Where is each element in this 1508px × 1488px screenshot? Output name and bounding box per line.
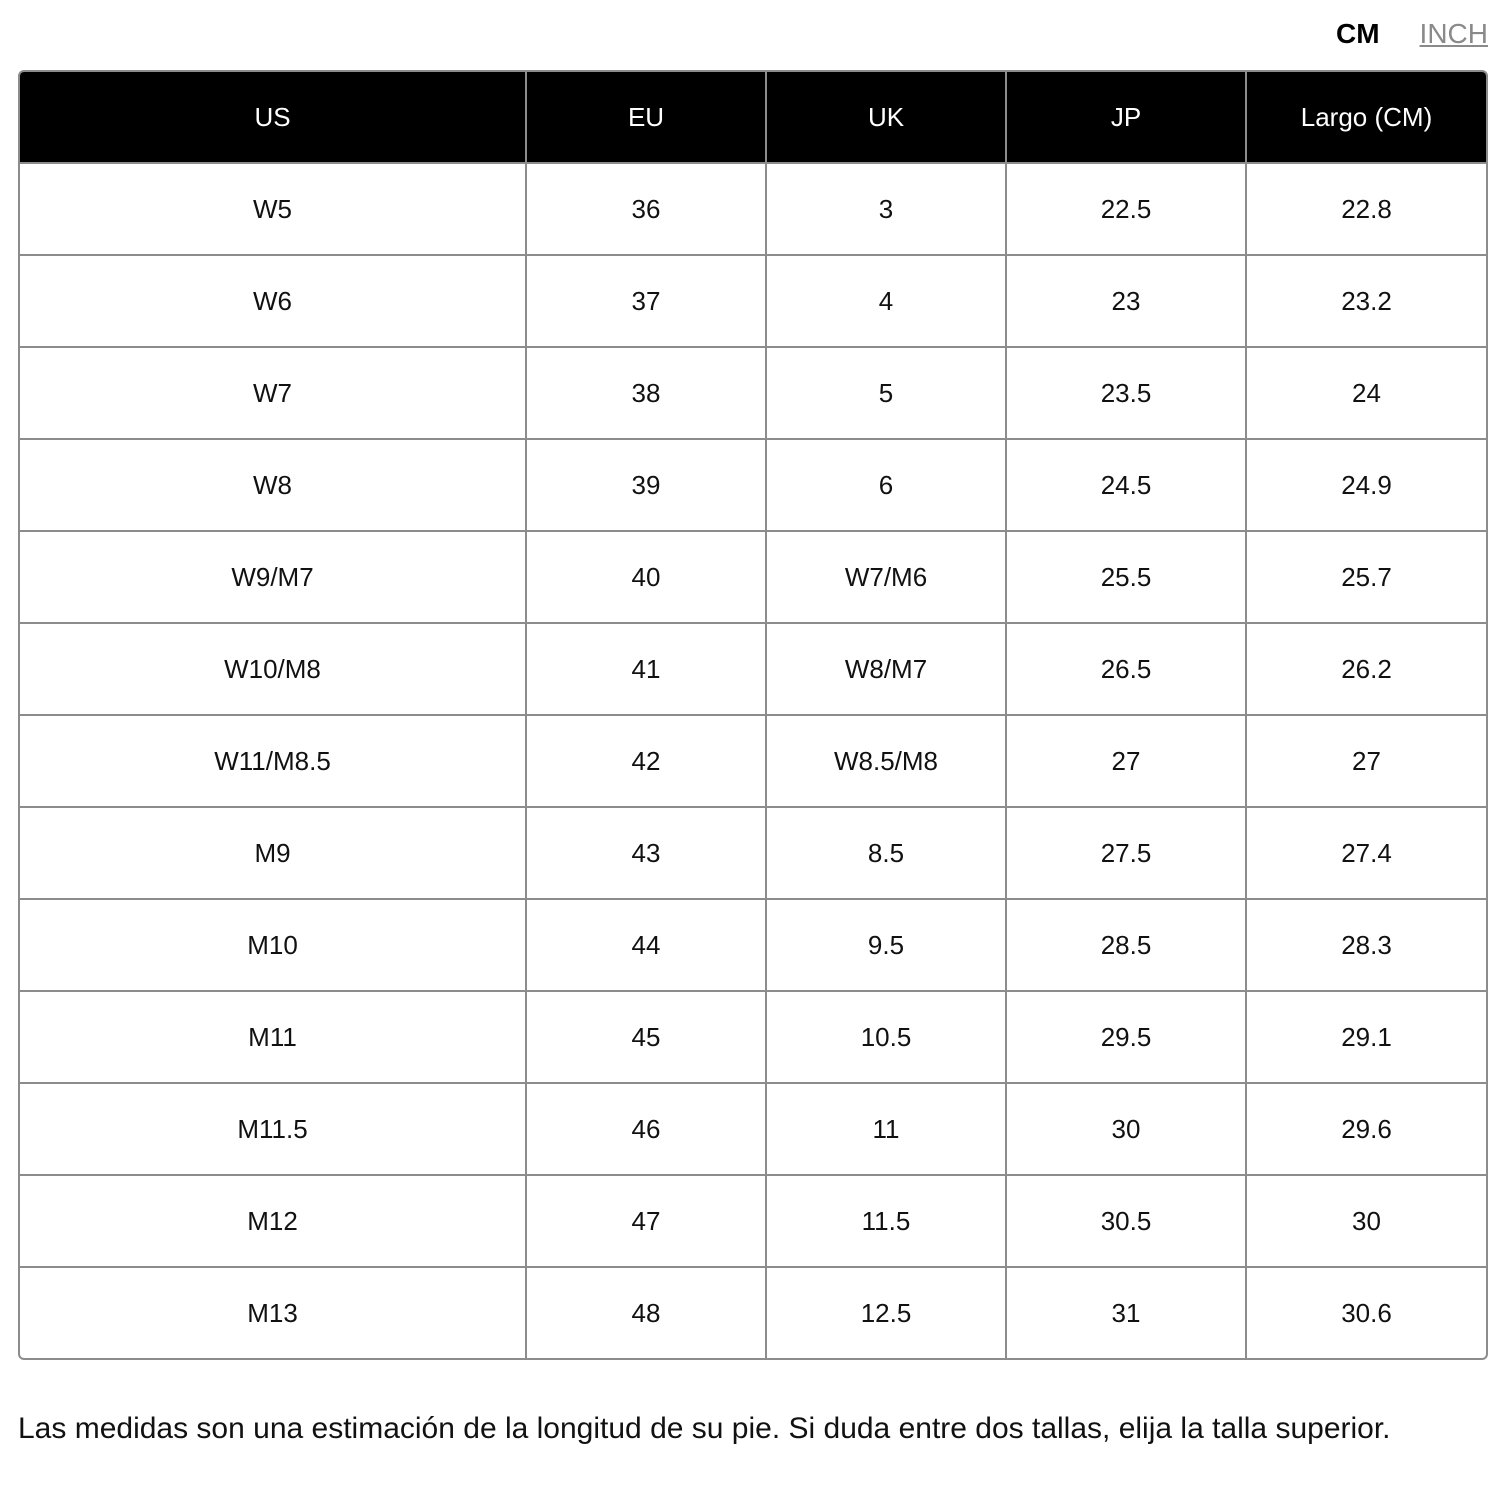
table-row — [20, 439, 1486, 531]
header-jp: JP — [1006, 72, 1246, 163]
cell-jp: 31 — [1006, 1267, 1246, 1358]
cell-uk: W8.5/M8 — [766, 715, 1006, 807]
cell-uk: W7/M6 — [766, 531, 1006, 623]
cell-jp: 23.5 — [1006, 347, 1246, 439]
cell-jp: 30 — [1006, 1083, 1246, 1175]
cell-eu: 46 — [526, 1083, 766, 1175]
header-row — [20, 72, 1486, 163]
cell-uk: 5 — [766, 347, 1006, 439]
cell-us: M12 — [20, 1175, 526, 1267]
table-row — [20, 255, 1486, 347]
cell-length: 24.9 — [1246, 439, 1486, 531]
cell-us: M11.5 — [20, 1083, 526, 1175]
cell-jp: 29.5 — [1006, 991, 1246, 1083]
table-row — [20, 807, 1486, 899]
table-header — [20, 72, 1486, 163]
unit-inch-link[interactable]: INCH — [1419, 18, 1488, 49]
cell-length: 27.4 — [1246, 807, 1486, 899]
cell-length: 27 — [1246, 715, 1486, 807]
cell-jp: 26.5 — [1006, 623, 1246, 715]
cell-length: 26.2 — [1246, 623, 1486, 715]
cell-eu: 44 — [526, 899, 766, 991]
size-table — [20, 72, 1486, 1358]
unit-toggle — [1336, 16, 1488, 52]
table-row — [20, 991, 1486, 1083]
table-row — [20, 1267, 1486, 1358]
cell-uk: 8.5 — [766, 807, 1006, 899]
cell-length: 23.2 — [1246, 255, 1486, 347]
cell-length: 22.8 — [1246, 163, 1486, 255]
cell-length: 30 — [1246, 1175, 1486, 1267]
cell-us: M11 — [20, 991, 526, 1083]
cell-us: M10 — [20, 899, 526, 991]
table-row — [20, 347, 1486, 439]
cell-uk: 6 — [766, 439, 1006, 531]
cell-us: W10/M8 — [20, 623, 526, 715]
table-row — [20, 715, 1486, 807]
cell-us: W8 — [20, 439, 526, 531]
cell-uk: 3 — [766, 163, 1006, 255]
cell-uk: 4 — [766, 255, 1006, 347]
cell-uk: 9.5 — [766, 899, 1006, 991]
cell-length: 24 — [1246, 347, 1486, 439]
unit-cm-button[interactable]: CM — [1336, 18, 1380, 49]
cell-eu: 40 — [526, 531, 766, 623]
table-row — [20, 1175, 1486, 1267]
cell-eu: 42 — [526, 715, 766, 807]
table-row — [20, 163, 1486, 255]
cell-length: 29.1 — [1246, 991, 1486, 1083]
cell-uk: 10.5 — [766, 991, 1006, 1083]
header-length: Largo (CM) — [1246, 72, 1486, 163]
cell-us: W11/M8.5 — [20, 715, 526, 807]
cell-length: 25.7 — [1246, 531, 1486, 623]
table-row — [20, 1083, 1486, 1175]
cell-us: M9 — [20, 807, 526, 899]
cell-us: W5 — [20, 163, 526, 255]
header-eu: EU — [526, 72, 766, 163]
cell-us: W6 — [20, 255, 526, 347]
cell-eu: 45 — [526, 991, 766, 1083]
cell-us: W7 — [20, 347, 526, 439]
cell-eu: 47 — [526, 1175, 766, 1267]
table-body — [20, 163, 1486, 1358]
cell-jp: 22.5 — [1006, 163, 1246, 255]
cell-jp: 27 — [1006, 715, 1246, 807]
cell-eu: 48 — [526, 1267, 766, 1358]
cell-eu: 38 — [526, 347, 766, 439]
header-uk: UK — [766, 72, 1006, 163]
cell-length: 29.6 — [1246, 1083, 1486, 1175]
cell-uk: 11 — [766, 1083, 1006, 1175]
cell-eu: 36 — [526, 163, 766, 255]
cell-jp: 23 — [1006, 255, 1246, 347]
cell-eu: 37 — [526, 255, 766, 347]
size-table-container — [18, 70, 1488, 1360]
cell-us: W9/M7 — [20, 531, 526, 623]
cell-eu: 43 — [526, 807, 766, 899]
cell-eu: 41 — [526, 623, 766, 715]
sizing-note: Las medidas son una estimación de la longitud de su pie. Si duda entre dos tallas, elija la talla superior. — [18, 1412, 1391, 1445]
cell-jp: 24.5 — [1006, 439, 1246, 531]
cell-uk: 11.5 — [766, 1175, 1006, 1267]
cell-length: 28.3 — [1246, 899, 1486, 991]
cell-uk: 12.5 — [766, 1267, 1006, 1358]
cell-uk: W8/M7 — [766, 623, 1006, 715]
cell-eu: 39 — [526, 439, 766, 531]
table-row — [20, 531, 1486, 623]
cell-us: M13 — [20, 1267, 526, 1358]
cell-length: 30.6 — [1246, 1267, 1486, 1358]
header-us: US — [20, 72, 526, 163]
cell-jp: 28.5 — [1006, 899, 1246, 991]
table-row — [20, 623, 1486, 715]
cell-jp: 27.5 — [1006, 807, 1246, 899]
cell-jp: 25.5 — [1006, 531, 1246, 623]
cell-jp: 30.5 — [1006, 1175, 1246, 1267]
table-row — [20, 899, 1486, 991]
